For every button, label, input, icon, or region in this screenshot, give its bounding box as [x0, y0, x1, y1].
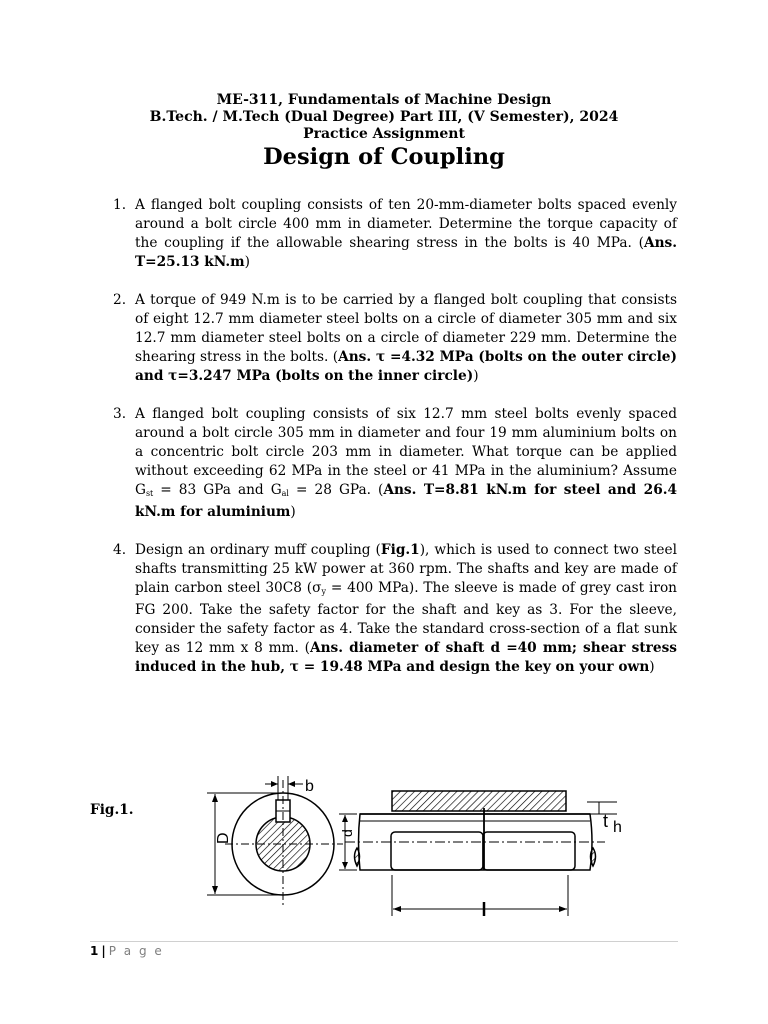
dimension-label-b: b	[305, 778, 314, 795]
dimension-label-D: D	[215, 832, 232, 844]
question-text: A torque of 949 N.m is to be carried by a flanged bolt coupling that consists of eight 12.7 mm diameter steel bolts on a circle of diameter 305 mm and six 12.7 mm diameter steel bolts on a circle of diameter 229 mm. Determine the shearing stress in the bolts. (	[135, 292, 677, 365]
dimension-label-h: h	[613, 819, 622, 836]
answer-text: Ans. τ =4.32 MPa (bolts on the outer circle) and τ=3.247 MPa (bolts on the inner circle)	[135, 349, 677, 384]
question-number: 1.	[113, 197, 127, 213]
question-number: 2.	[113, 292, 127, 308]
question-number: 4.	[113, 542, 127, 558]
sleeve-top-hatch	[392, 791, 566, 811]
answer-text: Ans. T=8.81 kN.m for steel and 26.4 kN.m for aluminium	[135, 482, 678, 520]
course-title: ME-311, Fundamentals of Machine Design	[216, 92, 552, 108]
page-label: P a g e	[108, 944, 164, 958]
shaft-left	[391, 832, 483, 870]
document-title: Design of Coupling	[263, 144, 505, 170]
answer-close: )	[244, 254, 250, 270]
page-footer	[90, 944, 164, 958]
muff-coupling-figure	[195, 770, 635, 920]
question-text-cont: = 83 GPa and G	[153, 482, 282, 498]
figure-label: Fig.1.	[90, 802, 134, 818]
question-2	[0, 291, 677, 386]
answer-close: )	[649, 659, 655, 675]
document-header	[0, 92, 768, 171]
question-text-cont2: = 28 GPa. (	[288, 482, 384, 498]
answer-close: )	[473, 368, 479, 384]
question-list	[0, 196, 768, 696]
question-text: A flanged bolt coupling consists of ten 20-mm-diameter bolts spaced evenly around a bolt circle 400 mm in diameter. Determine the torque capacity of the coupling if the allowable shearing stress in the bolts is 40 MPa. (	[135, 197, 677, 251]
question-text: A flanged bolt coupling consists of six 12.7 mm steel bolts evenly spaced around a bolt circle 305 mm in diameter and four 19 mm aluminium bolts on a concentric bolt circle 203 mm in diameter. What torque can be applied without exceeding 62 MPa in the steel or 41 MPa in the aluminium? Assume G	[135, 406, 677, 498]
question-1	[0, 196, 677, 272]
question-4	[0, 541, 677, 677]
subscript-st: st	[145, 489, 154, 498]
assignment-line: Practice Assignment	[303, 126, 465, 142]
subscript-al: al	[281, 489, 289, 498]
question-text: Design an ordinary muff coupling (	[135, 542, 381, 558]
answer-text: Ans. T=25.13 kN.m	[135, 235, 677, 270]
answer-close: )	[290, 504, 296, 520]
question-text-cont: ), which is used to connect two steel shafts transmitting 25 kW power at 360 rpm. The shafts and key are made of plain carbon steel 30C8 (σ	[135, 542, 677, 596]
question-number: 3.	[113, 406, 127, 422]
page-number: 1	[90, 944, 99, 958]
answer-text: Ans. diameter of shaft d =40 mm; shear stress induced in the hub, τ = 19.48 MPa and design the key on your own	[135, 640, 677, 675]
footer-separator: |	[101, 944, 106, 958]
subscript-y: y	[321, 587, 326, 596]
question-3	[0, 405, 677, 522]
dimension-label-t: t	[603, 811, 609, 831]
figure-reference: Fig.1	[380, 542, 420, 558]
dimension-label-d: d	[339, 829, 355, 837]
program-line: B.Tech. / M.Tech (Dual Degree) Part III, (V Semester), 2024	[149, 109, 619, 125]
shaft-right	[483, 832, 575, 870]
footer-divider	[90, 941, 678, 942]
question-text-cont2: = 400 MPa). The sleeve is made of grey cast iron FG 200. Take the safety factor for the shaft and key as 3. For the sleeve, consider the safety factor as 4. Take the standard cross-section of a flat sunk key as 12 mm x 8 mm. (	[135, 580, 677, 656]
